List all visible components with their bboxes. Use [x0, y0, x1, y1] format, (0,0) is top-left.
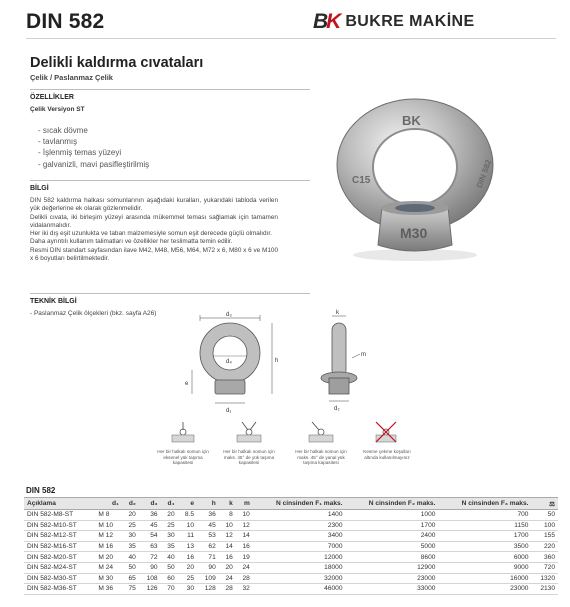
table-cell: 360	[531, 552, 558, 563]
info-paragraph: DIN 582 kaldırma halkası somunlarının aşağıdaki kuralları, yukarıdaki tabloda verilen yük değerlerine ek olarak gözlenmelidir.	[30, 197, 278, 213]
table-row	[24, 584, 558, 595]
table-cell: M 30	[95, 573, 121, 584]
table-cell: DIN 582-M10-ST	[24, 520, 95, 531]
table-cell: 40	[122, 552, 139, 563]
table-cell: 126	[139, 584, 161, 595]
table-cell: 13	[178, 541, 197, 552]
table-cell: 90	[197, 562, 219, 573]
table-header-row	[24, 498, 558, 510]
section-divider	[30, 89, 310, 90]
table-cell: 75	[122, 584, 139, 595]
feature-item: - galvanizli, mavi pasifleştirilmiş	[38, 159, 149, 170]
table-cell: 1320	[531, 573, 558, 584]
table-cell: 108	[139, 573, 161, 584]
table-cell: 25	[161, 520, 178, 531]
table-row	[24, 520, 558, 531]
table-cell: 5000	[346, 541, 439, 552]
table-cell: 53	[197, 531, 219, 542]
table-cell: 23000	[438, 584, 531, 595]
table-cell: DIN 582-M30-ST	[24, 573, 95, 584]
col-header: m	[236, 498, 253, 510]
table-cell: 11	[178, 531, 197, 542]
brand-logo: BK	[313, 10, 340, 33]
label-d4: d₄	[226, 359, 232, 365]
features-heading: ÖZELLİKLER	[30, 94, 74, 101]
standard-heading: DIN 582	[26, 10, 105, 33]
table-cell: 72	[139, 552, 161, 563]
table-cell: 8600	[346, 552, 439, 563]
table-cell: 36	[197, 510, 219, 521]
weight-icon: ⚖	[531, 498, 558, 510]
table-cell: 220	[531, 541, 558, 552]
col-header: d₁	[95, 498, 121, 510]
tech-heading: TEKNİK BİLGİ	[30, 298, 77, 305]
col-header: e	[178, 498, 197, 510]
label-d1: d₁	[226, 408, 232, 414]
brand-name: BUKRE MAKİNE	[345, 13, 475, 30]
table-cell: 7000	[253, 541, 346, 552]
table-cell: 1000	[346, 510, 439, 521]
table-cell: DIN 582-M12-ST	[24, 531, 95, 542]
table-cell: 23000	[346, 573, 439, 584]
col-header: Açıklama	[24, 498, 95, 510]
marking-bottom: M30	[400, 225, 428, 241]
table-cell: 16	[178, 552, 197, 563]
product-subtitle: Çelik / Paslanmaz Çelik	[30, 73, 113, 82]
table-cell: 71	[197, 552, 219, 563]
header-divider	[26, 38, 556, 39]
table-cell: 3400	[253, 531, 346, 542]
table-cell: 155	[531, 531, 558, 542]
table-cell: M 12	[95, 531, 121, 542]
table-cell: 24	[219, 573, 236, 584]
angled-load-icon	[234, 418, 264, 444]
table-cell: 700	[438, 510, 531, 521]
axial-load-icon	[170, 420, 196, 444]
table-cell: 10	[219, 520, 236, 531]
table-cell: 30	[122, 531, 139, 542]
table-cell: DIN 582-M36-ST	[24, 584, 95, 595]
table-cell: 46000	[253, 584, 346, 595]
col-header: N cinsinden F₁ maks.	[253, 498, 346, 510]
table-cell: 16	[236, 541, 253, 552]
table-cell: 25	[178, 573, 197, 584]
table-cell: 8	[219, 510, 236, 521]
section-divider	[30, 293, 310, 294]
table-cell: M 36	[95, 584, 121, 595]
feature-item: - sıcak dövme	[38, 125, 149, 136]
table-cell: 1400	[253, 510, 346, 521]
table-cell: 128	[197, 584, 219, 595]
info-paragraph: Her iki dış eşit uzunlukta ve taban malzemesiyle somun eşit derecede güçlü olmalıdır.	[30, 230, 272, 238]
col-header: N cinsinden F₂ maks.	[346, 498, 439, 510]
table-cell: 65	[122, 573, 139, 584]
table-cell: 12000	[253, 552, 346, 563]
table-cell: 35	[122, 541, 139, 552]
table-cell: 35	[161, 541, 178, 552]
table-cell: 45	[139, 520, 161, 531]
table-row	[24, 510, 558, 521]
info-paragraph: Daha ayrıntılı kullanım talimatları ve özellikler her teslimatta temin edilir.	[30, 238, 233, 246]
table-cell: 60	[161, 573, 178, 584]
table-cell: 2300	[253, 520, 346, 531]
product-title: Delikli kaldırma cıvataları	[30, 55, 204, 71]
table-cell: 28	[219, 584, 236, 595]
label-d2: d₂	[334, 406, 340, 412]
marking-right: DIN 582	[474, 158, 494, 190]
col-header: h	[197, 498, 219, 510]
table-cell: 9000	[438, 562, 531, 573]
table-cell: 36	[139, 510, 161, 521]
load-caption-angled: Her bir halkalı somun için maks. 45° de yük taşıma kapasitesi	[223, 449, 275, 466]
section-divider	[30, 180, 310, 181]
table-cell: 20	[161, 510, 178, 521]
table-cell: 24	[236, 562, 253, 573]
table-cell: 20	[178, 562, 197, 573]
eye-nut-photo	[330, 95, 500, 265]
col-header: d₄	[161, 498, 178, 510]
marking-side: C15	[352, 175, 371, 186]
table-cell: 2400	[346, 531, 439, 542]
marking-top: BK	[402, 113, 421, 128]
table-cell: 12900	[346, 562, 439, 573]
info-heading: BİLGİ	[30, 185, 49, 192]
table-cell: 3500	[438, 541, 531, 552]
table-cell: 25	[122, 520, 139, 531]
feature-item: - tavlanmış	[38, 136, 149, 147]
table-cell: DIN 582-M24-ST	[24, 562, 95, 573]
table-cell: 28	[236, 573, 253, 584]
table-cell: 100	[531, 520, 558, 531]
table-cell: 50	[161, 562, 178, 573]
info-paragraph: Resmi DIN standart sayfasından ilave M42, M48, M56, M64, M72 x 6, M80 x 6 ve M100 x 6 boyutları belirtilmektedir.	[30, 246, 278, 263]
tech-item: - Paslanmaz Çelik ölçekleri (bkz. sayfa A26)	[30, 310, 157, 317]
table-cell: 90	[139, 562, 161, 573]
table-cell: DIN 582-M8-ST	[24, 510, 95, 521]
col-header: k	[219, 498, 236, 510]
col-header: N cinsinden F₃ maks.	[438, 498, 531, 510]
table-row	[24, 573, 558, 584]
load-caption-shear: Kesme çekme koşulları altında kullanılmayınız	[363, 449, 411, 460]
table-cell: DIN 582-M16-ST	[24, 541, 95, 552]
table-cell: 12	[236, 520, 253, 531]
features-version: Çelik Versiyon ST	[30, 106, 85, 113]
dimensions-table	[24, 497, 558, 595]
lateral-load-icon	[306, 418, 336, 444]
table-cell: 32000	[253, 573, 346, 584]
table-cell: DIN 582-M20-ST	[24, 552, 95, 563]
table-cell: 10	[178, 520, 197, 531]
table-cell: 45	[197, 520, 219, 531]
table-cell: 10	[236, 510, 253, 521]
table-cell: 70	[161, 584, 178, 595]
table-cell: 18000	[253, 562, 346, 573]
table-cell: 50	[531, 510, 558, 521]
label-k: k	[336, 310, 339, 316]
table-cell: 720	[531, 562, 558, 573]
table-cell: M 8	[95, 510, 121, 521]
table-cell: 12	[219, 531, 236, 542]
table-cell: 20	[122, 510, 139, 521]
features-list	[38, 125, 149, 170]
side-view	[321, 310, 366, 412]
label-h: h	[275, 358, 279, 364]
table-cell: 6000	[438, 552, 531, 563]
front-view	[185, 312, 278, 414]
load-caption-axial: Her bir halkalı somun için eksenel yük taşıma kapasitesi	[157, 449, 209, 466]
table-cell: 50	[122, 562, 139, 573]
table-cell: M 20	[95, 552, 121, 563]
table-cell: 109	[197, 573, 219, 584]
label-m: m	[361, 352, 366, 358]
table-cell: 19	[236, 552, 253, 563]
table-title: DIN 582	[26, 486, 56, 495]
label-d3: d₃	[226, 312, 232, 318]
table-row	[24, 531, 558, 542]
table-cell: 54	[139, 531, 161, 542]
table-row	[24, 562, 558, 573]
table-cell: 8.5	[178, 510, 197, 521]
feature-item: - İşlenmiş temas yüzeyi	[38, 147, 149, 158]
table-cell: M 10	[95, 520, 121, 531]
info-text	[30, 197, 278, 263]
table-cell: 20	[219, 562, 236, 573]
table-cell: 14	[219, 541, 236, 552]
table-cell: 1700	[346, 520, 439, 531]
table-cell: M 24	[95, 562, 121, 573]
label-e: e	[185, 381, 189, 387]
table-row	[24, 541, 558, 552]
col-header: d₂	[122, 498, 139, 510]
dimension-drawing	[160, 308, 390, 418]
col-header: d₃	[139, 498, 161, 510]
table-cell: 16000	[438, 573, 531, 584]
table-row	[24, 552, 558, 563]
info-paragraph: Delikli cıvata, iki birleşim yüzeyi arasında mükemmel teması sağlamak için tamamen vidalanmalıdır.	[30, 213, 278, 229]
table-cell: 1700	[438, 531, 531, 542]
table-cell: 30	[161, 531, 178, 542]
table-cell: 2130	[531, 584, 558, 595]
table-cell: 16	[219, 552, 236, 563]
shear-prohibited-icon	[372, 420, 400, 444]
brand	[313, 10, 475, 34]
table-cell: 14	[236, 531, 253, 542]
table-cell: 33000	[346, 584, 439, 595]
load-caption-lateral: Her bir halkalı somun için maks. 45° de yanal yük taşıma kapasitesi	[295, 449, 347, 466]
table-cell: 1150	[438, 520, 531, 531]
table-cell: 63	[139, 541, 161, 552]
table-cell: 30	[178, 584, 197, 595]
table-cell: M 16	[95, 541, 121, 552]
table-cell: 32	[236, 584, 253, 595]
table-cell: 62	[197, 541, 219, 552]
table-cell: 40	[161, 552, 178, 563]
